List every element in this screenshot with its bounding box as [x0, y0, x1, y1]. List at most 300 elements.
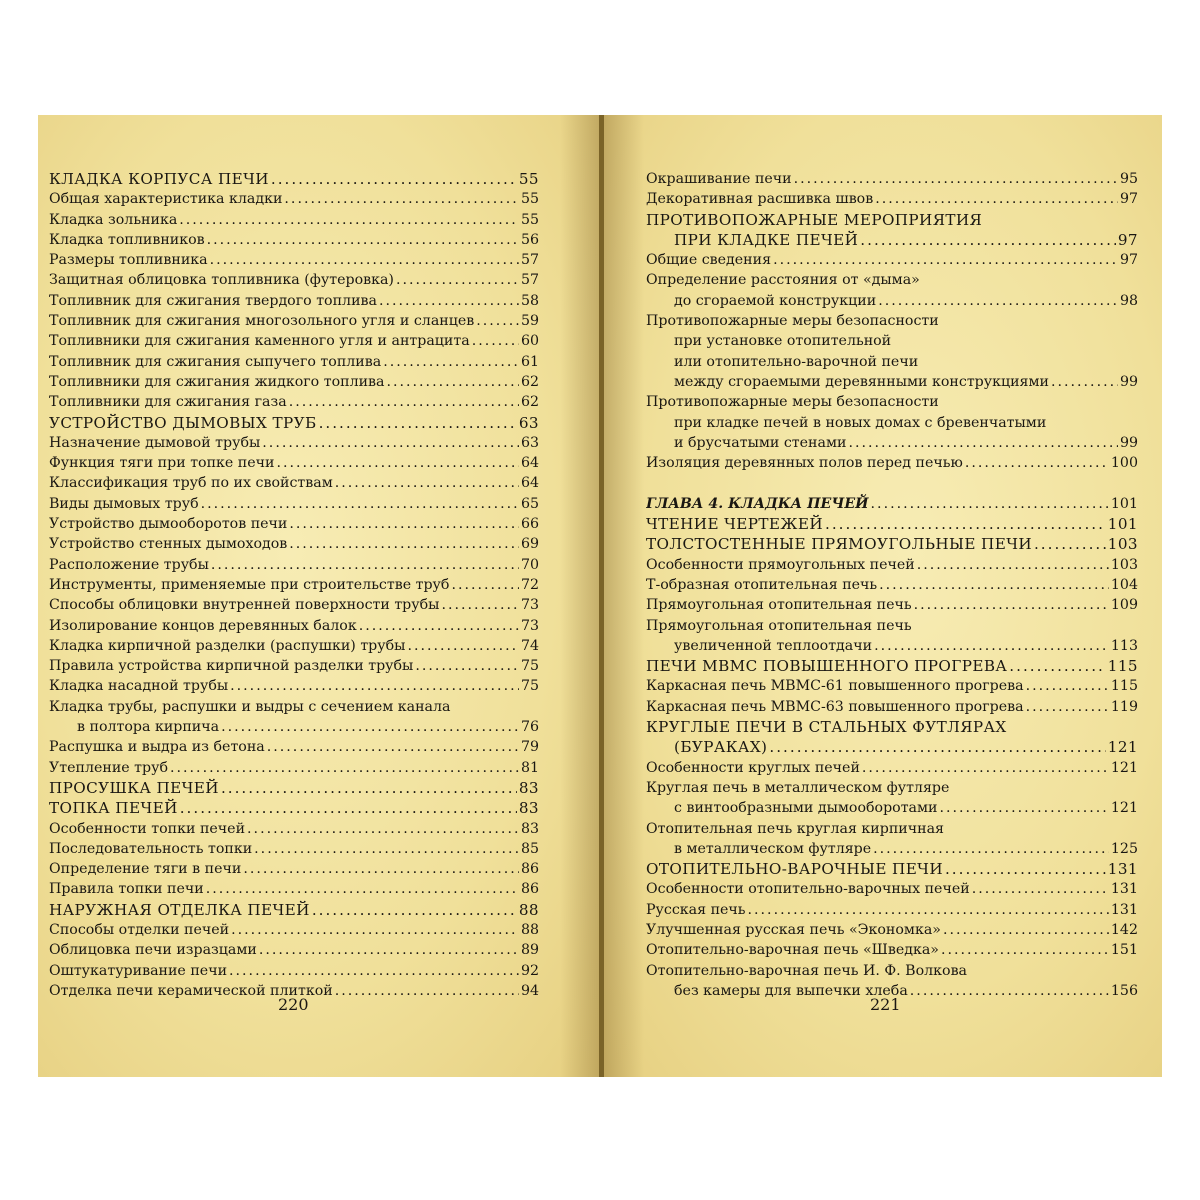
toc-entry [49, 656, 539, 676]
entry-page-number: 66 [520, 516, 539, 533]
entry-title-line: в металлическом футляре [674, 840, 872, 857]
entry-title: КРУГЛЫЕ ПЕЧИ В СТАЛЬНЫХ ФУТЛЯРАХ [646, 718, 1007, 737]
leader-dots [848, 433, 1117, 453]
leader-dots [917, 555, 1109, 575]
leader-dots [207, 230, 519, 250]
toc-entry [49, 940, 539, 960]
entry-page-number: 113 [1110, 637, 1138, 654]
entry-last-line [646, 433, 1138, 453]
entry-last-line [646, 230, 1138, 250]
entry-page-number: 156 [1110, 982, 1138, 999]
entry-title: Распушка и выдра из бетона [49, 739, 265, 756]
toc-entry [49, 839, 539, 859]
toc-entry [646, 210, 1138, 251]
entry-page-number: 86 [520, 861, 539, 878]
toc-entry [646, 819, 1138, 860]
entry-title: Правила топки печи [49, 881, 204, 898]
entry-page-number: 74 [520, 637, 539, 654]
leader-dots [878, 291, 1118, 311]
entry-page-number: 58 [520, 292, 539, 309]
entry-title: Отопительно-варочная печь И. Ф. Волкова [646, 962, 968, 979]
entry-title-line: с винтообразными дымооборотами [674, 800, 938, 817]
entry-title-line: или отопительно-варочной печи [674, 353, 919, 370]
toc-entry [646, 270, 1138, 311]
entry-title: Топливники для сжигания каменного угля и антрацита [49, 333, 470, 350]
entry-title: Кладка топливников [49, 231, 205, 248]
entry-page-number: 142 [1110, 921, 1138, 938]
entry-page-number: 81 [520, 759, 539, 776]
entry-page-number: 63 [518, 413, 539, 432]
entry-title: Утепление труб [49, 759, 169, 776]
leader-dots [451, 575, 519, 595]
entry-title: Последовательность топки [49, 840, 253, 857]
gutter-shadow [604, 115, 644, 1077]
entry-page-number: 89 [520, 942, 539, 959]
entry-title-line: в полтора кирпича [77, 719, 220, 736]
leader-dots [1034, 534, 1106, 554]
entry-title: Топливник для сжигания сыпучего топлива [49, 353, 382, 370]
toc-entry [49, 798, 539, 818]
leader-dots [210, 250, 519, 270]
page-number: 220 [278, 995, 309, 1014]
leader-dots [1026, 676, 1109, 696]
toc-entry [49, 514, 539, 534]
entry-title: ЧТЕНИЕ ЧЕРТЕЖЕЙ [646, 515, 824, 534]
entry-title: Размеры топливника [49, 252, 208, 269]
toc-entry [646, 555, 1138, 575]
toc-entry [49, 961, 539, 981]
entry-page-number: 115 [1110, 678, 1138, 695]
entry-title: Кладка зольника [49, 211, 178, 228]
left-page [38, 115, 600, 1077]
entry-page-number: 131 [1107, 860, 1138, 879]
entry-page-number: 99 [1119, 373, 1138, 390]
entry-title-line: при кладке печей в новых домах с бревенчатыми [674, 414, 1047, 431]
toc-entry [646, 392, 1138, 453]
entry-page-number: 55 [518, 170, 539, 188]
toc-entry [646, 169, 1138, 189]
entry-page-number: 83 [520, 820, 539, 837]
leader-dots [180, 798, 517, 818]
entry-page-number: 97 [1119, 191, 1138, 208]
entry-page-number: 79 [520, 739, 539, 756]
entry-page-number: 61 [520, 353, 539, 370]
toc-entry [49, 352, 539, 372]
leader-dots [319, 413, 517, 433]
entry-page-number: 109 [1110, 597, 1138, 614]
entry-page-number: 64 [520, 455, 539, 472]
leader-dots [945, 859, 1106, 879]
entry-page-number: 88 [520, 921, 539, 938]
leader-dots [312, 900, 517, 920]
entry-title: Функция тяги при топке печи [49, 455, 275, 472]
entry-title: Топливники для сжигания газа [49, 394, 287, 411]
toc-entry [646, 514, 1138, 534]
entry-title: Особенности прямоугольных печей [646, 556, 915, 573]
toc-entry [646, 859, 1138, 879]
leader-dots [396, 270, 519, 290]
toc-entry [49, 453, 539, 473]
entry-page-number: 73 [520, 597, 539, 614]
leader-dots [289, 514, 519, 534]
entry-page-number: 70 [520, 556, 539, 573]
toc-entry [646, 717, 1138, 758]
entry-page-number: 94 [520, 982, 539, 999]
toc-entry [49, 473, 539, 493]
entry-title: ПЕЧИ МВМС ПОВЫШЕННОГО ПРОГРЕВА [646, 657, 1008, 676]
entry-title: ГЛАВА 4. КЛАДКА ПЕЧЕЙ [646, 495, 869, 512]
entry-title: Каркасная печь МВМС-63 повышенного прогрева [646, 698, 1024, 715]
page-number: 221 [870, 995, 901, 1014]
entry-title-line: при установке отопительной [674, 333, 892, 350]
toc-entry [646, 656, 1138, 676]
leader-dots [875, 189, 1118, 209]
entry-title: Определение тяги в печи [49, 861, 242, 878]
leader-dots [794, 169, 1118, 189]
leader-dots [773, 250, 1118, 270]
leader-dots [289, 392, 519, 412]
entry-page-number: 98 [1119, 292, 1138, 309]
toc-entry [49, 819, 539, 839]
entry-last-line [646, 839, 1138, 859]
toc-entry [49, 250, 539, 270]
leader-dots [379, 291, 519, 311]
toc-entry [49, 697, 539, 738]
entry-page-number: 69 [520, 536, 539, 553]
leader-dots [259, 940, 519, 960]
leader-dots [277, 453, 519, 473]
toc-entry [49, 189, 539, 209]
toc-entry [646, 453, 1138, 473]
leader-dots [1051, 372, 1118, 392]
entry-title: Декоративная расшивка швов [646, 191, 874, 208]
gutter-shadow [560, 115, 600, 1077]
entry-page-number: 85 [520, 840, 539, 857]
entry-page-number: 75 [520, 658, 539, 675]
entry-title: Улучшенная русская печь «Экономка» [646, 921, 941, 938]
entry-title: Классификация труб по их свойствам [49, 475, 333, 492]
toc-entry [49, 595, 539, 615]
toc-entry [646, 595, 1138, 615]
entry-title: Определение расстояния от «дыма» [646, 272, 920, 289]
leader-dots [965, 453, 1109, 473]
entry-title: ТОПКА ПЕЧЕЙ [49, 799, 178, 818]
entry-page-number: 92 [520, 962, 539, 979]
entry-title: Прямоугольная отопительная печь [646, 597, 912, 614]
leader-dots [284, 189, 519, 209]
leader-dots [271, 169, 517, 189]
entry-title: Устройство дымооборотов печи [49, 516, 288, 533]
toc-entry [646, 494, 1138, 514]
toc-entry [49, 575, 539, 595]
leader-dots [860, 230, 1116, 250]
toc-entry [49, 737, 539, 757]
leader-dots [231, 920, 519, 940]
entry-title: Т-образная отопительная печь [646, 576, 878, 593]
toc-entry [49, 534, 539, 554]
entry-page-number: 88 [518, 900, 539, 919]
leader-dots [221, 717, 519, 737]
toc-entry [646, 879, 1138, 899]
entry-page-number: 83 [518, 778, 539, 797]
entry-title: Отделка печи керамической плиткой [49, 982, 333, 999]
toc-entry [49, 413, 539, 433]
entry-page-number: 131 [1110, 901, 1138, 918]
toc-entry [49, 616, 539, 636]
toc-entry [49, 636, 539, 656]
entry-page-number: 75 [520, 678, 539, 695]
entry-title: Способы облицовки внутренней поверхности трубы [49, 597, 440, 614]
entry-title-line: до сгораемой конструкции [674, 292, 877, 309]
entry-title: Русская печь [646, 901, 746, 918]
entry-page-number: 73 [520, 617, 539, 634]
entry-page-number: 103 [1107, 535, 1138, 554]
table-of-contents-right [646, 169, 1138, 1001]
entry-title: Отопительная печь круглая кирпичная [646, 820, 944, 837]
leader-dots [211, 555, 519, 575]
entry-page-number: 104 [1110, 576, 1138, 593]
entry-page-number: 131 [1110, 881, 1138, 898]
toc-entry [49, 494, 539, 514]
toc-entry [49, 169, 539, 189]
toc-entry [646, 676, 1138, 696]
leader-dots [243, 859, 519, 879]
entry-page-number: 83 [518, 799, 539, 818]
entry-title-line: без камеры для выпечки хлеба [674, 982, 908, 999]
toc-entry [49, 210, 539, 230]
leader-dots [941, 940, 1109, 960]
entry-title: Защитная облицовка топливника (футеровка) [49, 272, 394, 289]
toc-entry [49, 433, 539, 453]
entry-title: Особенности отопительно-варочных печей [646, 881, 970, 898]
entry-title-line: и брусчатыми стенами [674, 434, 847, 451]
entry-page-number: 59 [520, 313, 539, 330]
entry-page-number: 121 [1110, 800, 1138, 817]
entry-page-number: 62 [520, 394, 539, 411]
entry-page-number: 97 [1119, 252, 1138, 269]
entry-title: Топливники для сжигания жидкого топлива [49, 373, 385, 390]
leader-dots [170, 758, 519, 778]
toc-entry [49, 372, 539, 392]
toc-entry [49, 676, 539, 696]
entry-page-number: 55 [520, 211, 539, 228]
leader-dots [871, 494, 1109, 514]
entry-title: Особенности круглых печей [646, 759, 860, 776]
toc-entry [49, 230, 539, 250]
leader-dots [359, 616, 519, 636]
entry-title: Виды дымовых труб [49, 495, 199, 512]
toc-entry [49, 270, 539, 290]
leader-dots [335, 981, 519, 1001]
leader-dots [289, 534, 519, 554]
entry-last-line [646, 372, 1138, 392]
leader-dots [335, 473, 519, 493]
toc-entry [49, 311, 539, 331]
leader-dots [383, 352, 519, 372]
entry-title: Правила устройства кирпичной разделки трубы [49, 658, 414, 675]
entry-title: Общие сведения [646, 252, 772, 269]
leader-dots [179, 210, 519, 230]
leader-dots [1009, 656, 1106, 676]
entry-title: Каркасная печь МВМС-61 повышенного прогрева [646, 678, 1024, 695]
toc-entry [49, 879, 539, 899]
toc-entry [646, 575, 1138, 595]
entry-page-number: 65 [520, 495, 539, 512]
entry-last-line [646, 636, 1138, 656]
entry-title: Кладка трубы, распушки и выдры с сечением канала [49, 698, 451, 715]
toc-entry [646, 534, 1138, 554]
entry-page-number: 72 [520, 576, 539, 593]
toc-entry [646, 189, 1138, 209]
entry-title: Отопительно-варочная печь «Шведка» [646, 942, 939, 959]
leader-dots [441, 595, 518, 615]
entry-last-line [646, 737, 1138, 757]
entry-title: Топливник для сжигания твердого топлива [49, 292, 377, 309]
right-page [604, 115, 1162, 1077]
entry-title: Противопожарные меры безопасности [646, 394, 939, 411]
entry-title: Способы отделки печей [49, 921, 230, 938]
entry-title: Общая характеристика кладки [49, 191, 283, 208]
entry-title: Особенности топки печей [49, 820, 246, 837]
leader-dots [206, 879, 519, 899]
leader-dots [748, 900, 1109, 920]
entry-title: Противопожарные меры безопасности [646, 313, 939, 330]
leader-dots [262, 433, 519, 453]
entry-title: ОТОПИТЕЛЬНО-ВАРОЧНЫЕ ПЕЧИ [646, 860, 943, 879]
entry-title: Изоляция деревянных полов перед печью [646, 455, 963, 472]
entry-title: Устройство стенных дымоходов [49, 536, 288, 553]
entry-title-line: (БУРАКАХ) [674, 738, 768, 757]
toc-entry [646, 311, 1138, 392]
entry-page-number: 101 [1107, 515, 1138, 534]
entry-page-number: 57 [520, 252, 539, 269]
toc-entry [49, 758, 539, 778]
leader-dots [873, 839, 1109, 859]
entry-title: Оштукатуривание печи [49, 962, 228, 979]
entry-page-number: 125 [1110, 840, 1138, 857]
leader-dots [862, 758, 1109, 778]
toc-entry [49, 291, 539, 311]
toc-entry [646, 697, 1138, 717]
entry-title: Кладка насадной трубы [49, 678, 229, 695]
leader-dots [472, 331, 519, 351]
entry-title: Расположение трубы [49, 556, 209, 573]
entry-page-number: 151 [1110, 942, 1138, 959]
toc-entry [646, 778, 1138, 819]
leader-dots [940, 798, 1109, 818]
spacer [646, 473, 1138, 493]
entry-page-number: 103 [1110, 556, 1138, 573]
entry-page-number: 97 [1117, 230, 1138, 249]
entry-page-number: 115 [1107, 657, 1138, 676]
entry-title: Облицовка печи изразцами [49, 942, 257, 959]
leader-dots [879, 575, 1109, 595]
leader-dots [1026, 697, 1109, 717]
entry-page-number: 86 [520, 881, 539, 898]
toc-entry [646, 616, 1138, 657]
toc-entry [646, 758, 1138, 778]
leader-dots [415, 656, 519, 676]
leader-dots [914, 595, 1109, 615]
leader-dots [230, 676, 519, 696]
entry-page-number: 119 [1110, 698, 1138, 715]
entry-page-number: 62 [520, 373, 539, 390]
toc-entry [49, 859, 539, 879]
leader-dots [201, 494, 519, 514]
toc-entry [646, 920, 1138, 940]
entry-title: ТОЛСТОСТЕННЫЕ ПРЯМОУГОЛЬНЫЕ ПЕЧИ [646, 535, 1032, 554]
entry-title: ПРОТИВОПОЖАРНЫЕ МЕРОПРИЯТИЯ [646, 210, 983, 229]
entry-title-line: ПРИ КЛАДКЕ ПЕЧЕЙ [674, 230, 859, 249]
toc-entry [49, 900, 539, 920]
entry-title: Прямоугольная отопительная печь [646, 617, 912, 634]
entry-title: УСТРОЙСТВО ДЫМОВЫХ ТРУБ [49, 413, 317, 432]
entry-page-number: 57 [520, 272, 539, 289]
leader-dots [769, 737, 1105, 757]
entry-last-line [49, 717, 539, 737]
entry-page-number: 76 [520, 719, 539, 736]
entry-page-number: 55 [520, 191, 539, 208]
entry-page-number: 63 [520, 434, 539, 451]
entry-last-line [646, 798, 1138, 818]
leader-dots [874, 636, 1109, 656]
leader-dots [267, 737, 519, 757]
entry-page-number: 64 [520, 475, 539, 492]
leader-dots [387, 372, 519, 392]
leader-dots [910, 981, 1109, 1001]
entry-title: ПРОСУШКА ПЕЧЕЙ [49, 778, 219, 797]
leader-dots [943, 920, 1109, 940]
leader-dots [407, 636, 519, 656]
toc-entry [49, 392, 539, 412]
leader-dots [476, 311, 519, 331]
toc-entry [646, 940, 1138, 960]
entry-page-number: 95 [1119, 171, 1138, 187]
leader-dots [254, 839, 519, 859]
entry-page-number: 99 [1119, 434, 1138, 451]
leader-dots [221, 778, 517, 798]
entry-title-line: между сгораемыми деревянными конструкциями [674, 373, 1049, 390]
toc-entry [49, 331, 539, 351]
entry-title: Окрашивание печи [646, 171, 792, 187]
entry-title: Круглая печь в металлическом футляре [646, 779, 950, 796]
entry-title: Кладка кирпичной разделки (распушки) трубы [49, 637, 406, 654]
toc-entry [646, 900, 1138, 920]
leader-dots [825, 514, 1106, 534]
entry-last-line [646, 291, 1138, 311]
entry-page-number: 100 [1110, 455, 1138, 472]
toc-entry [646, 250, 1138, 270]
entry-page-number: 56 [520, 231, 539, 248]
table-of-contents-left [49, 169, 539, 1001]
entry-title: Топливник для сжигания многозольного угля и сланцев [49, 313, 475, 330]
entry-title: Изолирование концов деревянных балок [49, 617, 357, 634]
leader-dots [229, 961, 519, 981]
entry-page-number: 60 [520, 333, 539, 350]
entry-page-number: 121 [1107, 738, 1138, 757]
toc-entry [49, 778, 539, 798]
toc-entry [49, 555, 539, 575]
entry-page-number: 101 [1110, 495, 1138, 512]
entry-page-number: 121 [1110, 759, 1138, 776]
entry-title-line: увеличенной теплоотдачи [674, 637, 873, 654]
toc-entry [49, 920, 539, 940]
book-spread [38, 115, 1162, 1077]
entry-title: НАРУЖНАЯ ОТДЕЛКА ПЕЧЕЙ [49, 900, 310, 919]
entry-title: Инструменты, применяемые при строительстве труб [49, 576, 450, 593]
entry-title: Назначение дымовой трубы [49, 434, 261, 451]
leader-dots [247, 819, 519, 839]
